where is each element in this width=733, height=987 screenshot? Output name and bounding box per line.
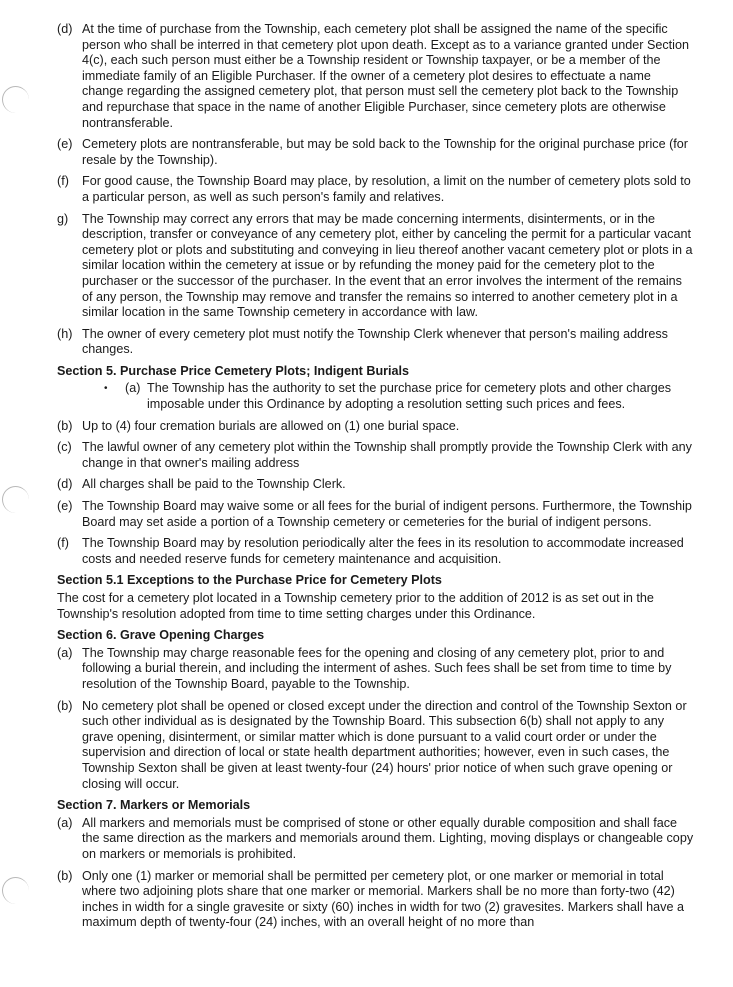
item-label: g) [57,211,69,226]
list-item [57,816,695,863]
item-label: (d) [57,477,73,492]
item-label: (b) [57,418,73,433]
item-label: (d) [57,22,73,36]
punch-hole-mark [2,877,29,904]
section-heading: Section 6. Grave Opening Charges [57,628,265,643]
list-item [57,440,695,471]
item-text: Only one (1) marker or memorial shall be permitted per cemetery plot, or one marker or memorial in total where two adjoining plots share that one marker or memorial. Markers shall be no more than forty-two (42) inches in width for a single gravesite or sixty (60) inches in width for two (2) gravesites. Markers shall have a maximum depth of twenty-four (24) inches, with an overall height of no more than [82,868,684,930]
item-text: The owner of every cemetery plot must notify the Township Clerk whenever that person's mailing address changes. [82,326,668,357]
item-label: (f) [57,536,69,551]
item-label: (h) [57,326,73,341]
section-heading: Section 7. Markers or Memorials [57,798,251,813]
item-text: The Township Board may by resolution periodically alter the fees in its resolution to accommodate increased costs and needed reserve funds for cemetery maintenance and acquisition. [82,536,684,566]
item-text: At the time of purchase from the Township, each cemetery plot shall be assigned the name of the specific person who shall be interred in that cemetery plot upon death. Except as to a variance granted under Section 4(c), each such person must either be a Township resident or Township taxpayer, or be a member of the immediate family of an Eligible Purchaser. If the owner of a cemetery plot desires to effectuate a name change regarding the assigned cemetery plot, that person must sell the cemetery plot back to the Township and repurchase that space in the name of another Eligible Purchaser, since cemetery plots are otherwise nontransferable. [82,22,689,130]
item-label: (a) [57,645,73,660]
item-text: The Township has the authority to set the purchase price for cemetery plots and other charges imposable under this Ordinance by adopting a resolution setting such prices and fees. [147,381,672,412]
section-heading: Section 5. Purchase Price Cemetery Plots; Indigent Burials [57,363,410,378]
item-text: All markers and memorials must be comprised of stone or other equally durable composition and shall face the same direction as the markers and memorials around them. Lighting, moving displays or changeable copy on markers or memorials is prohibited. [82,815,694,861]
item-label: (f) [57,174,69,189]
item-label: (a) [125,381,141,396]
list-item [57,174,695,205]
item-text: The lawful owner of any cemetery plot within the Township shall promptly provide the Township Clerk with any change in that owner's mailing address [82,440,692,470]
item-text: All charges shall be paid to the Township Clerk. [82,477,346,492]
item-label: (c) [57,440,72,455]
bullet-item [104,381,695,412]
item-label: (e) [57,137,73,152]
item-text: The Township Board may waive some or all fees for the burial of indigent persons. Furthermore, the Township Board may set aside a portion of a Township cemetery or cemeteries for the burial of indigent persons. [82,499,692,529]
item-label: (e) [57,499,73,514]
list-item [57,499,695,530]
section-heading: Section 5.1 Exceptions to the Purchase Price for Cemetery Plots [57,573,442,588]
list-item [57,646,695,693]
list-item [57,419,695,435]
item-text: The Township may correct any errors that may be made concerning interments, disinterments, or in the description, transfer or conveyance of any cemetery plot, either by canceling the permit for a particular vacant cemetery plot or plots and substituting and conveying in lieu thereof another vacant cemetery plot or plots in a similar location within the cemetery at issue or by refunding the money paid for the cemetery plot to the purchaser or the successor of the purchaser. In the event that an error involves the interment of the remains of any person, the Township may remove and transfer the remains so interred to another cemetery plot in a similar location in the same Township cemetery in accordance with law. [82,211,693,320]
punch-hole-mark [2,86,29,113]
punch-hole-mark [2,486,29,513]
document-body [57,22,695,937]
item-text: Up to (4) four cremation burials are allowed on (1) one burial space. [82,418,460,433]
list-item [57,327,695,358]
bullet-symbol: • [104,383,108,395]
item-text: The Township may charge reasonable fees for the opening and closing of any cemetery plot, prior to and following a burial therein, and including the interment of ashes. Such fees shall be set from time to time by resolution of the Township Board, payable to the Township. [82,645,672,691]
item-label: (b) [57,698,73,713]
list-item [57,699,695,793]
list-item [57,137,695,168]
list-item [57,212,695,321]
item-text: Cemetery plots are nontransferable, but may be sold back to the Township for the original purchase price (for resale by the Township). [82,137,688,167]
list-item [57,869,695,931]
list-item [57,477,695,493]
list-item [57,536,695,567]
item-label: (b) [57,868,73,883]
list-item [57,22,695,131]
item-text: No cemetery plot shall be opened or closed except under the direction and control of the Township Sexton or such other individual as is designated by the Township Board. This subsection 6(b) shall not apply to any grave opening, disinterment, or similar matter which is done pursuant to a valid court order or under the supervision and direction of local or state health department authorities; however, even in such cases, the Township Sexton shall be given at least twenty-four (24) hours' prior notice of when such grave opening or closing will occur. [82,698,687,791]
paragraph: The cost for a cemetery plot located in a Township cemetery prior to the addition of 2012 is as set out in the Township's resolution adopted from time to time setting charges under this Ordinance. [57,591,654,621]
item-text: For good cause, the Township Board may place, by resolution, a limit on the number of cemetery plots sold to a particular person, as well as such person's family and relatives. [82,174,691,204]
item-label: (a) [57,815,73,830]
